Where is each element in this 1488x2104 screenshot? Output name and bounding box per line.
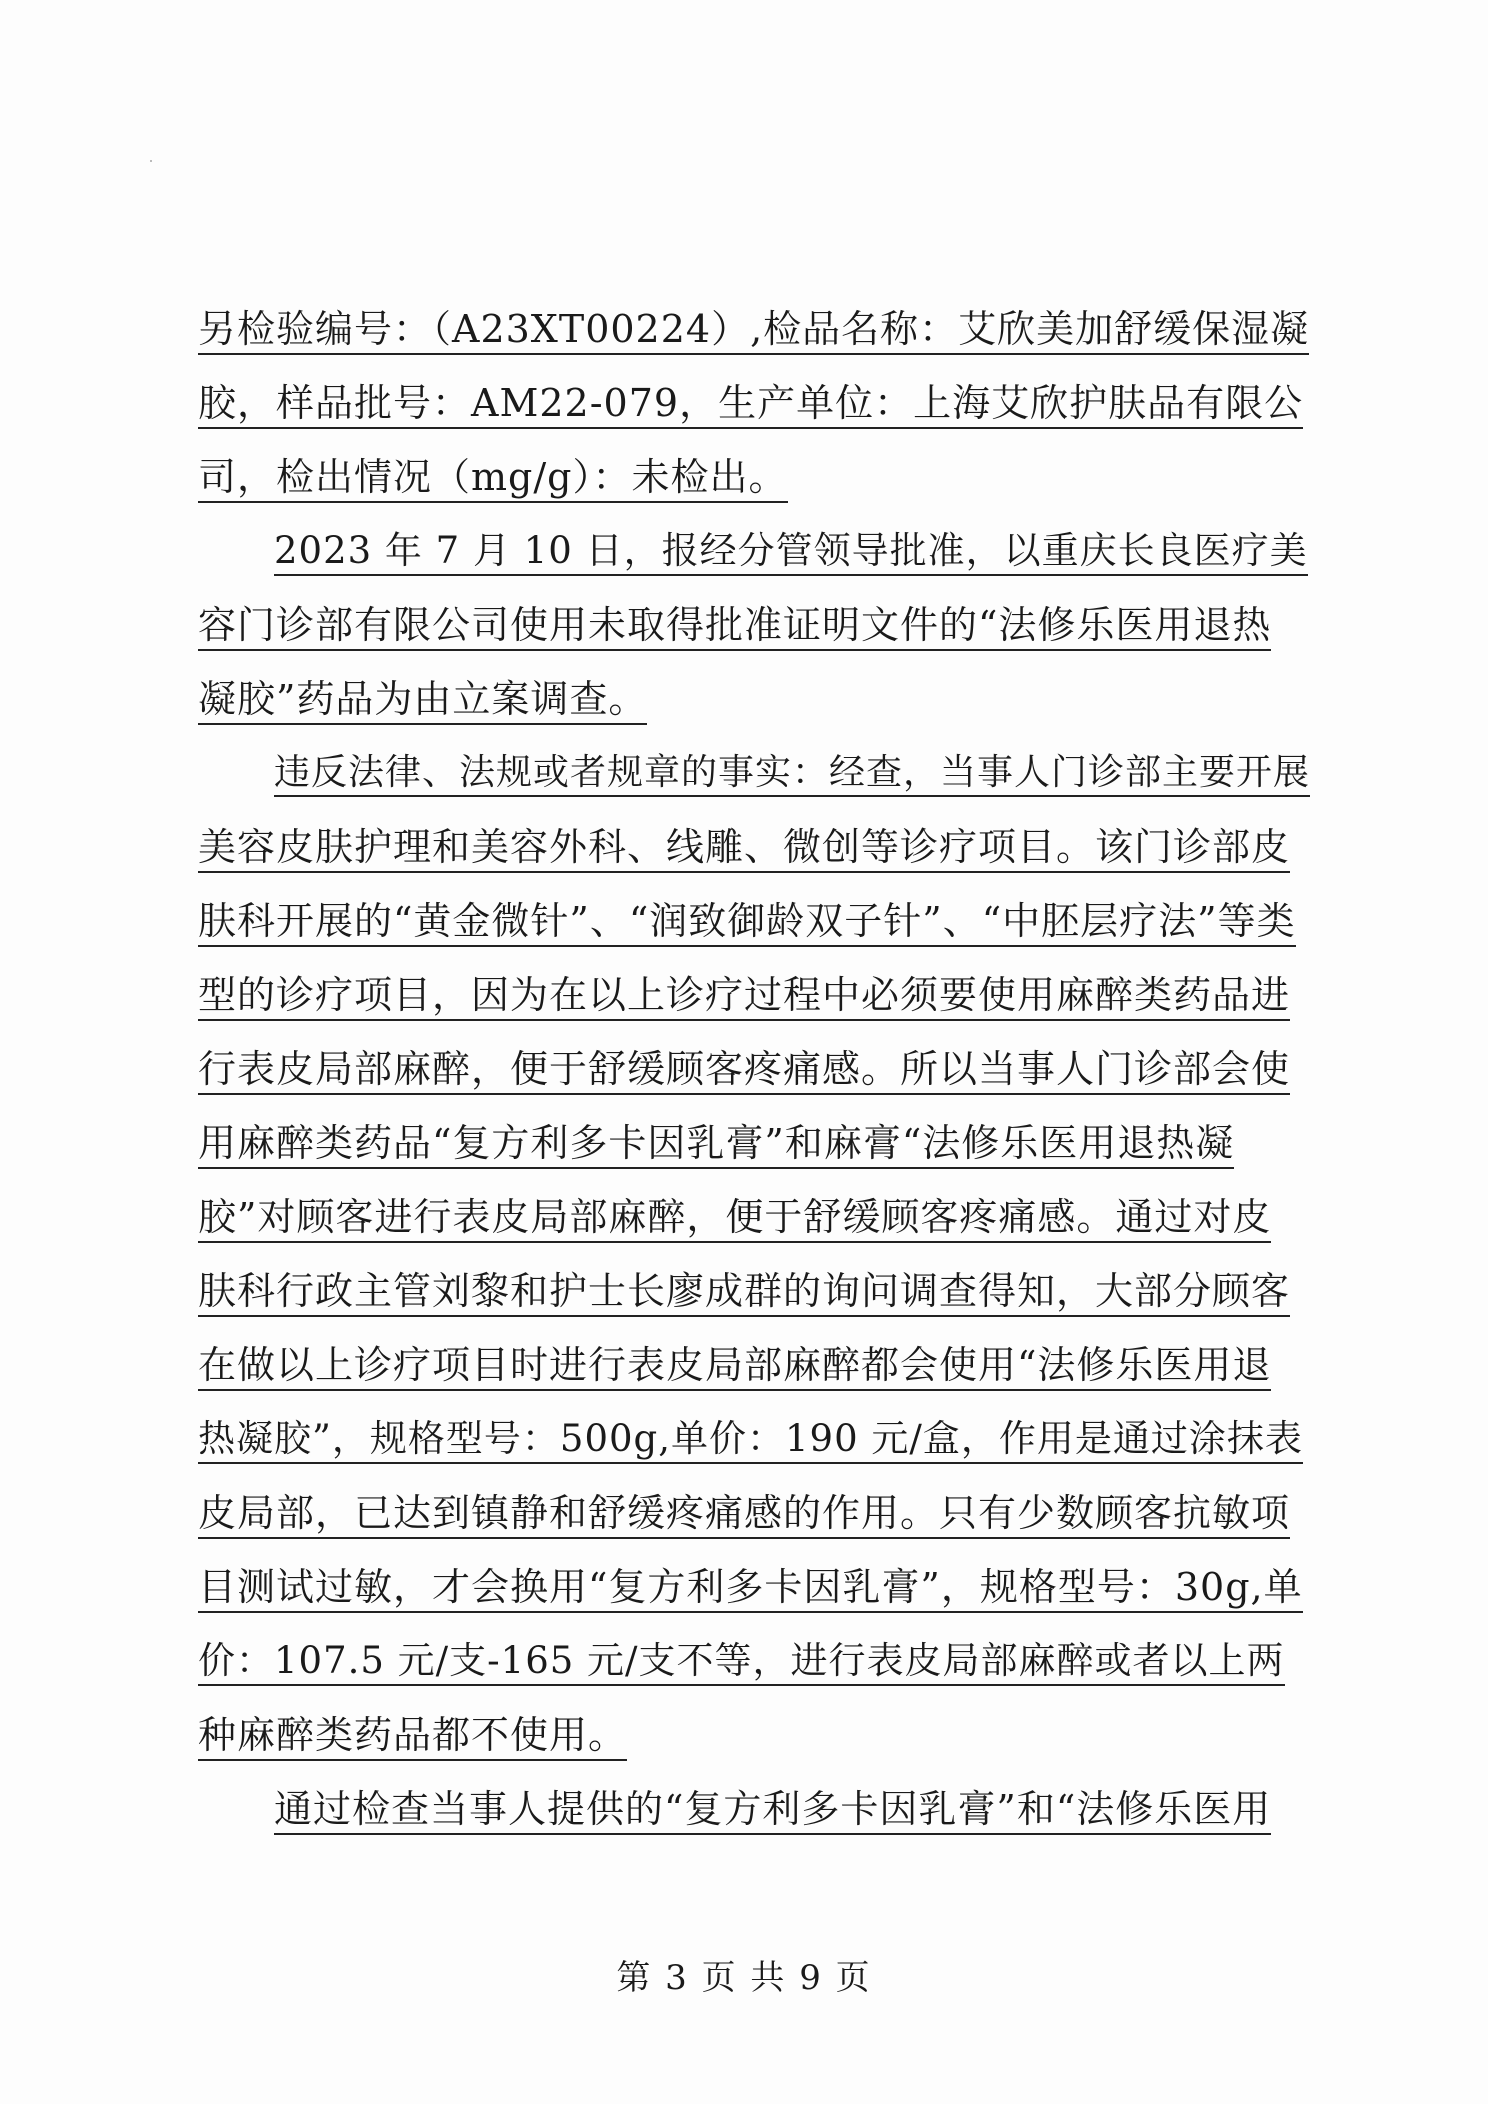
text-line: 在做以上诊疗项目时进行表皮局部麻醉都会使用“法修乐医用退 xyxy=(198,1332,1310,1406)
paragraph-case-filing xyxy=(198,518,1310,740)
page-number: 第 3 页 共 9 页 xyxy=(616,1958,872,1998)
text-line: 2023 年 7 月 10 日，报经分管领导批准，以重庆长良医疗美 xyxy=(198,518,1310,592)
text-line: 容门诊部有限公司使用未取得批准证明文件的“法修乐医用退热 xyxy=(198,592,1310,666)
paragraph-violation-facts xyxy=(198,740,1310,1776)
text-line: 司，检出情况（mg/g）：未检出。 xyxy=(198,444,1310,518)
text-line: 胶，样品批号：AM22-079，生产单位：上海艾欣护肤品有限公 xyxy=(198,370,1310,444)
text-line: 目测试过敏，才会换用“复方利多卡因乳膏”，规格型号：30g,单 xyxy=(198,1554,1310,1628)
text-line: 通过检查当事人提供的“复方利多卡因乳膏”和“法修乐医用 xyxy=(198,1776,1310,1850)
body-text xyxy=(198,296,1310,1850)
text-line: 肤科行政主管刘黎和护士长廖成群的询问调查得知，大部分顾客 xyxy=(198,1258,1310,1332)
text-line: 皮局部，已达到镇静和舒缓疼痛感的作用。只有少数顾客抗敏项 xyxy=(198,1480,1310,1554)
text-line: 价：107.5 元/支-165 元/支不等，进行表皮局部麻醉或者以上两 xyxy=(198,1628,1310,1702)
text-line: 美容皮肤护理和美容外科、线雕、微创等诊疗项目。该门诊部皮 xyxy=(198,814,1310,888)
text-line: 行表皮局部麻醉，便于舒缓顾客疼痛感。所以当事人门诊部会使 xyxy=(198,1036,1310,1110)
text-line: 肤科开展的“黄金微针”、“润致御龄双子针”、“中胚层疗法”等类 xyxy=(198,888,1310,962)
text-line: 型的诊疗项目，因为在以上诊疗过程中必须要使用麻醉类药品进 xyxy=(198,962,1310,1036)
text-line: 另检验编号：（A23XT00224）,检品名称：艾欣美加舒缓保湿凝 xyxy=(198,296,1310,370)
text-line: 热凝胶”，规格型号：500g,单价：190 元/盒，作用是通过涂抹表 xyxy=(198,1406,1310,1480)
paragraph-inspection xyxy=(198,1776,1310,1850)
paragraph-sample-info xyxy=(198,296,1310,518)
text-line: 用麻醉类药品“复方利多卡因乳膏”和麻膏“法修乐医用退热凝 xyxy=(198,1110,1310,1184)
scan-speck xyxy=(150,160,152,162)
text-line: 违反法律、法规或者规章的事实：经查，当事人门诊部主要开展 xyxy=(198,740,1310,814)
text-line: 胶”对顾客进行表皮局部麻醉，便于舒缓顾客疼痛感。通过对皮 xyxy=(198,1184,1310,1258)
text-line: 凝胶”药品为由立案调查。 xyxy=(198,666,1310,740)
text-line: 种麻醉类药品都不使用。 xyxy=(198,1702,1310,1776)
